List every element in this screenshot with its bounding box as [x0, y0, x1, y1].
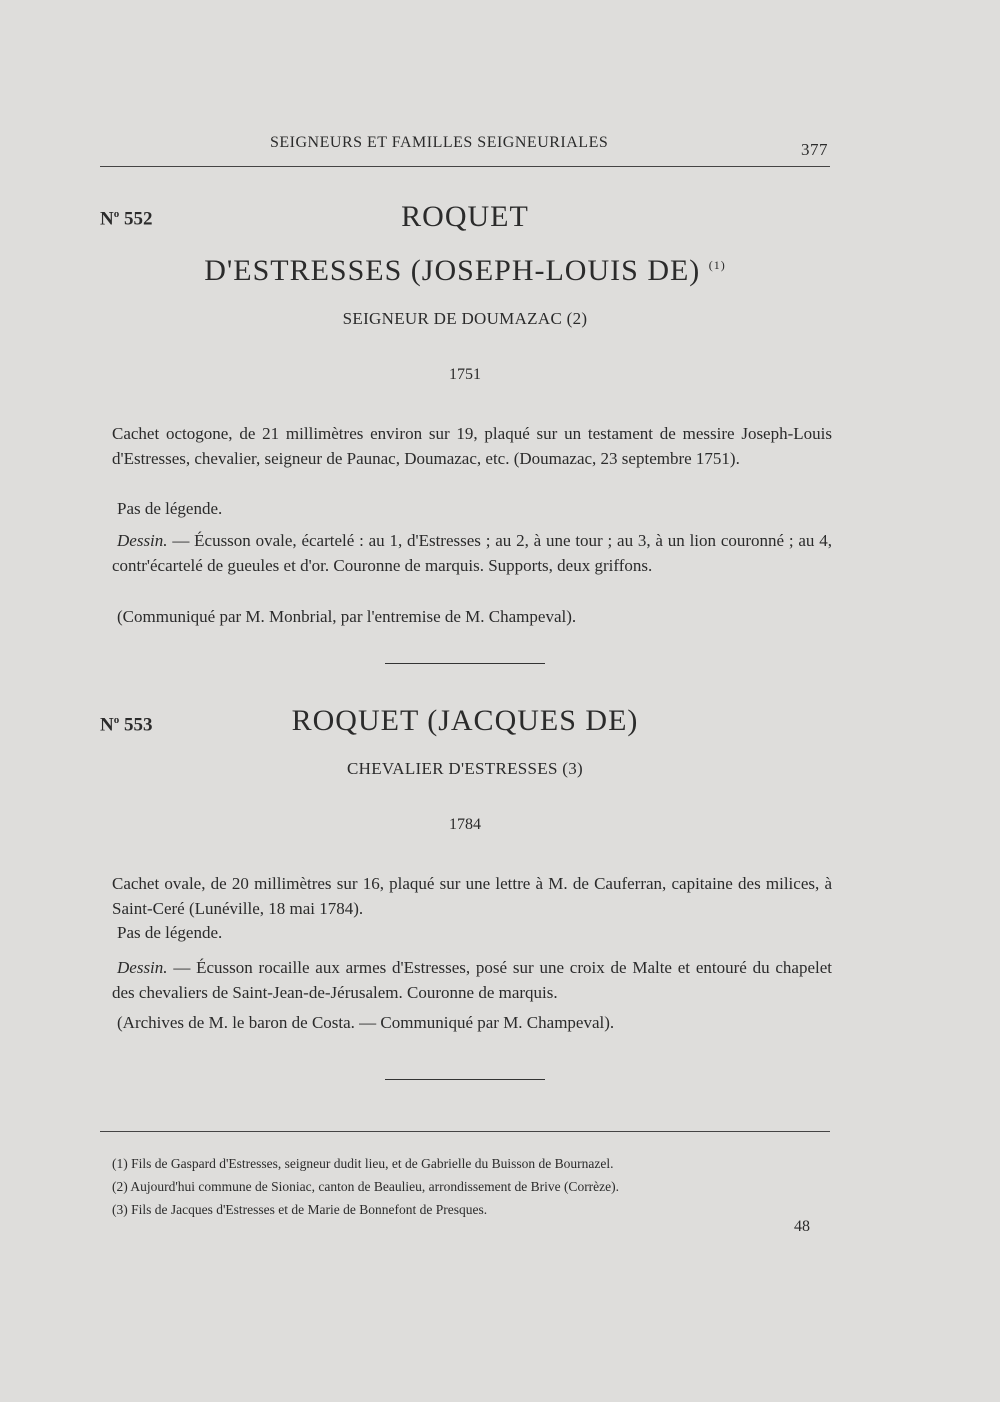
entry-source: (Communiqué par M. Monbrial, par l'entremise de M. Champeval).	[117, 607, 577, 626]
entry-subtitle: SEIGNEUR DE DOUMAZAC (2)	[342, 309, 588, 328]
entry-year: 1784	[449, 816, 481, 833]
section-separator	[385, 1079, 545, 1080]
entry-legend: Pas de légende.	[117, 499, 223, 518]
footnote-2: (2) Aujourd'hui commune de Sioniac, canton de Beaulieu, arrondissement de Brive (Corrèze).	[112, 1179, 620, 1194]
running-head-title: SEIGNEURS ET FAMILLES SEIGNEURIALES	[270, 134, 609, 151]
footnote-ref: (1)	[708, 258, 726, 272]
drawing-label: Dessin.	[117, 531, 168, 550]
entry-drawing: Dessin. — Écusson rocaille aux armes d'Estresses, posé sur une croix de Malte et entouré du chapelet des chevaliers de Saint-Jean-de-Jérusalem. Couronne de marquis.	[112, 958, 832, 1002]
entry-drawing: Dessin. — Écusson ovale, écartelé : au 1, d'Estresses ; au 2, à une tour ; au 3, à un lion couronné ; au 4, contr'écartelé de gueules et d'or. Couronne de marquis. Supports, deux griffons.	[112, 531, 832, 575]
entry-title-line2: D'ESTRESSES (JOSEPH-LOUIS DE) $^{(1)}$	[204, 254, 726, 287]
entry-legend: Pas de légende.	[117, 923, 223, 942]
footnote-1: (1) Fils de Gaspard d'Estresses, seigneur dudit lieu, et de Gabrielle du Buisson de Bournazel.	[112, 1156, 614, 1171]
header-rule	[100, 166, 830, 167]
entry-source: (Archives de M. le baron de Costa. — Communiqué par M. Champeval).	[117, 1013, 615, 1032]
entry-number-553: $N^o$ 553	[100, 714, 153, 736]
entry-description: Cachet ovale, de 20 millimètres sur 16, plaqué sur une lettre à M. de Cauferran, capitaine des milices, à Saint-Ceré (Lunéville, 18 mai 1784).	[112, 874, 832, 918]
footnote-rule	[100, 1131, 830, 1132]
drawing-label: Dessin.	[117, 958, 168, 977]
section-separator	[385, 663, 545, 664]
entry-subtitle: CHEVALIER D'ESTRESSES (3)	[347, 759, 583, 778]
signature-mark: 48	[794, 1218, 810, 1235]
entry-title: ROQUET (JACQUES DE)	[291, 704, 639, 737]
footnote-3: (3) Fils de Jacques d'Estresses et de Marie de Bonnefont de Presques.	[112, 1202, 488, 1217]
entry-description: Cachet octogone, de 21 millimètres environ sur 19, plaqué sur un testament de messire Joseph-Louis d'Estresses, chevalier, seigneur de Paunac, Doumazac, etc. (Doumazac, 23 septembre 1751).	[112, 424, 832, 468]
entry-title-line1: ROQUET	[401, 200, 529, 233]
page-number: 377	[801, 140, 828, 159]
entry-year: 1751	[449, 366, 481, 383]
entry-number-552: $N^o$ 552	[100, 208, 153, 230]
